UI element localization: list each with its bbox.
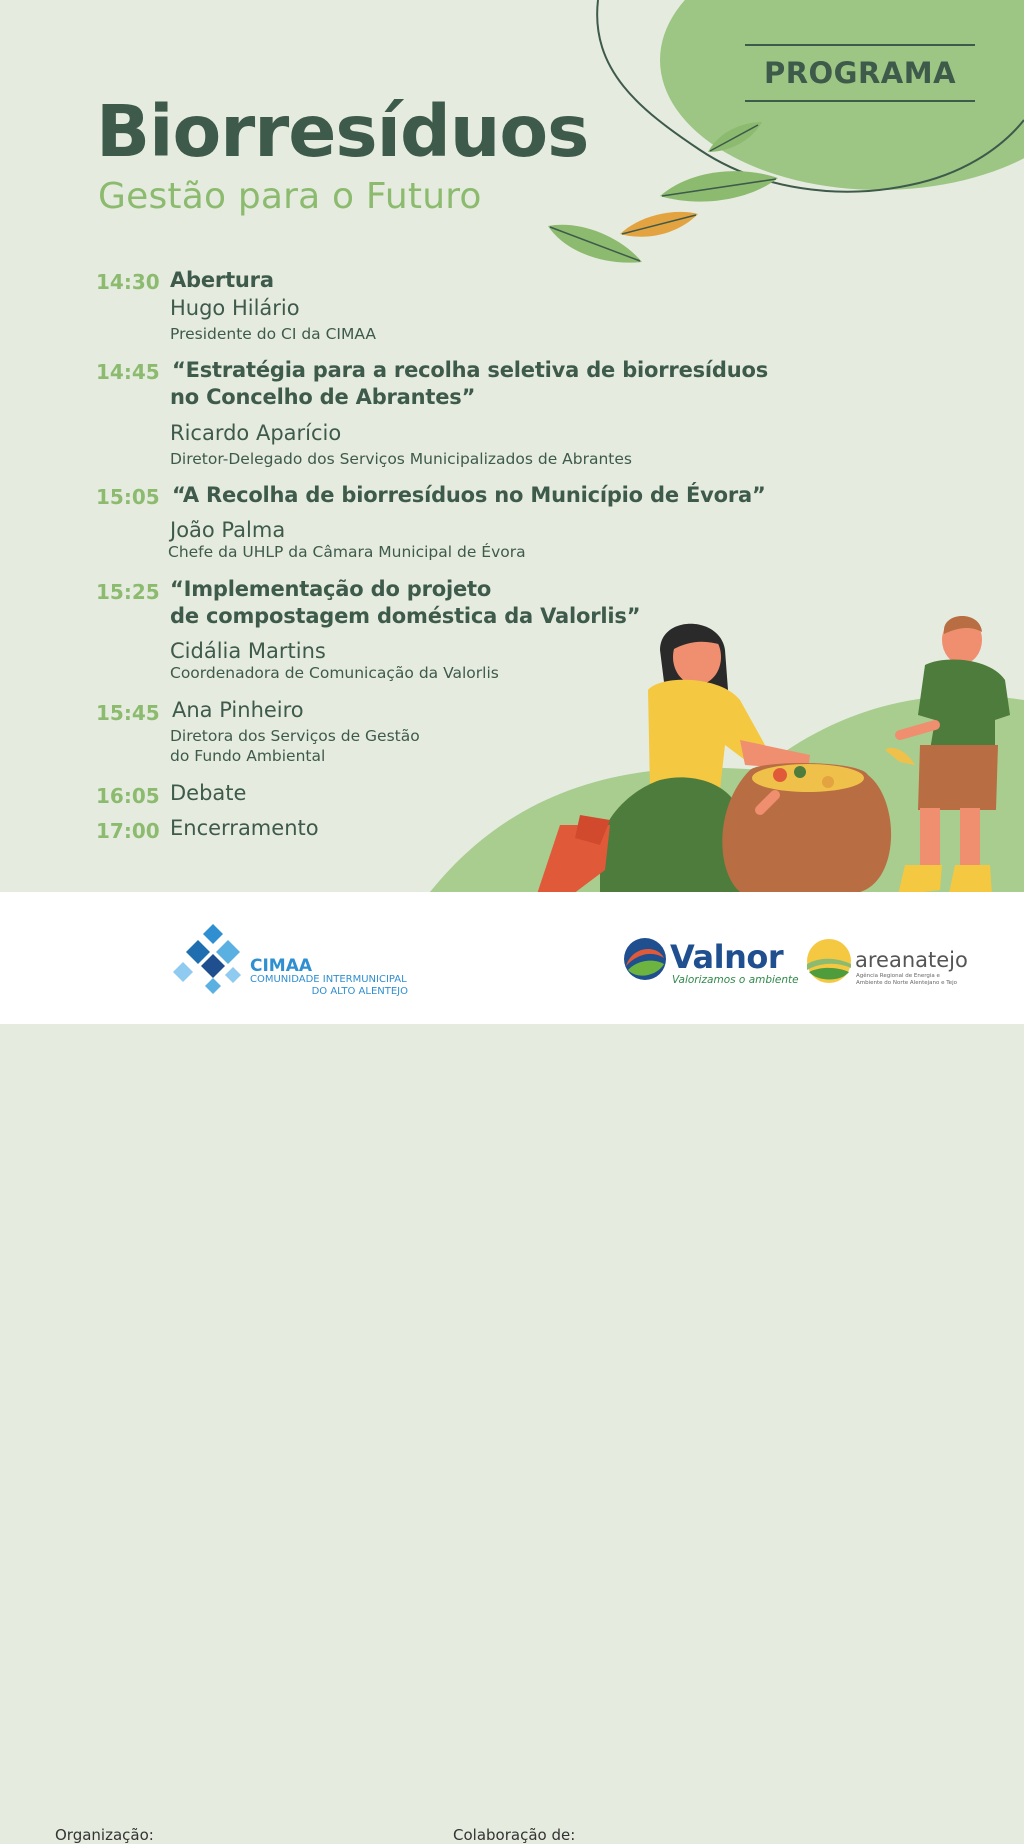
areanatejo-tagline: Agência Regional de Energia e Ambiente do Norte Alentejano e Tejo xyxy=(856,973,957,986)
speaker-name: Cidália Martins xyxy=(170,639,326,663)
time-slot: 14:45 xyxy=(96,360,160,384)
time-slot: 15:25 xyxy=(96,580,160,604)
speaker-role: Presidente do CI da CIMAA xyxy=(170,325,377,343)
session-title: Debate xyxy=(170,781,247,805)
areanatejo-logo-icon xyxy=(806,938,852,984)
valnor-name: Valnor xyxy=(670,938,784,976)
page-title: Biorresíduos xyxy=(96,90,589,173)
valnor-tagline: Valorizamos o ambiente xyxy=(672,974,799,986)
collaboration-label: Colaboração de: xyxy=(453,1826,576,1844)
session-title: “Estratégia para a recolha seletiva de biorresíduos xyxy=(172,358,769,382)
speaker-role: Coordenadora de Comunicação da Valorlis xyxy=(170,664,499,682)
program-badge: PROGRAMA xyxy=(745,44,975,102)
cimaa-name: CIMAA xyxy=(250,956,313,976)
speaker-name: Ana Pinheiro xyxy=(172,698,304,722)
speaker-role: Chefe da UHLP da Câmara Municipal de Évora xyxy=(168,543,526,561)
session-title: no Concelho de Abrantes” xyxy=(170,385,476,409)
time-slot: 15:05 xyxy=(96,485,160,509)
time-slot: 16:05 xyxy=(96,784,160,808)
poster xyxy=(0,0,1024,892)
speaker-role: do Fundo Ambiental xyxy=(170,747,326,765)
compost-sack-illustration xyxy=(722,763,891,892)
session-title: “Implementação do projeto xyxy=(170,577,492,601)
cimaa-subtitle xyxy=(250,974,408,998)
speaker-role: Diretor-Delegado dos Serviços Municipalizados de Abrantes xyxy=(170,450,632,468)
session-title: Abertura xyxy=(170,268,274,292)
leaf-icon xyxy=(620,212,698,237)
session-title: de compostagem doméstica da Valorlis” xyxy=(170,604,641,628)
speaker-name: Hugo Hilário xyxy=(170,296,300,320)
session-title: Encerramento xyxy=(170,816,319,840)
page-subtitle: Gestão para o Futuro xyxy=(98,176,482,217)
time-slot: 15:45 xyxy=(96,701,160,725)
organization-label: Organização: xyxy=(55,1826,154,1844)
areanatejo-name: areanatejo xyxy=(855,948,968,972)
cimaa-subtitle-line: DO ALTO ALENTEJO xyxy=(311,986,408,997)
cimaa-subtitle-line: COMUNIDADE INTERMUNICIPAL xyxy=(250,974,407,985)
speaker-name: João Palma xyxy=(170,518,286,542)
speaker-role: Diretora dos Serviços de Gestão xyxy=(170,727,420,745)
leaf-icon xyxy=(660,171,778,201)
speaker-name: Ricardo Aparício xyxy=(170,421,342,445)
time-slot: 17:00 xyxy=(96,819,160,843)
cimaa-logo-icon xyxy=(178,922,248,996)
session-title: “A Recolha de biorresíduos no Município de Évora” xyxy=(172,483,766,507)
time-slot: 14:30 xyxy=(96,270,160,294)
valnor-logo-icon xyxy=(622,936,668,982)
